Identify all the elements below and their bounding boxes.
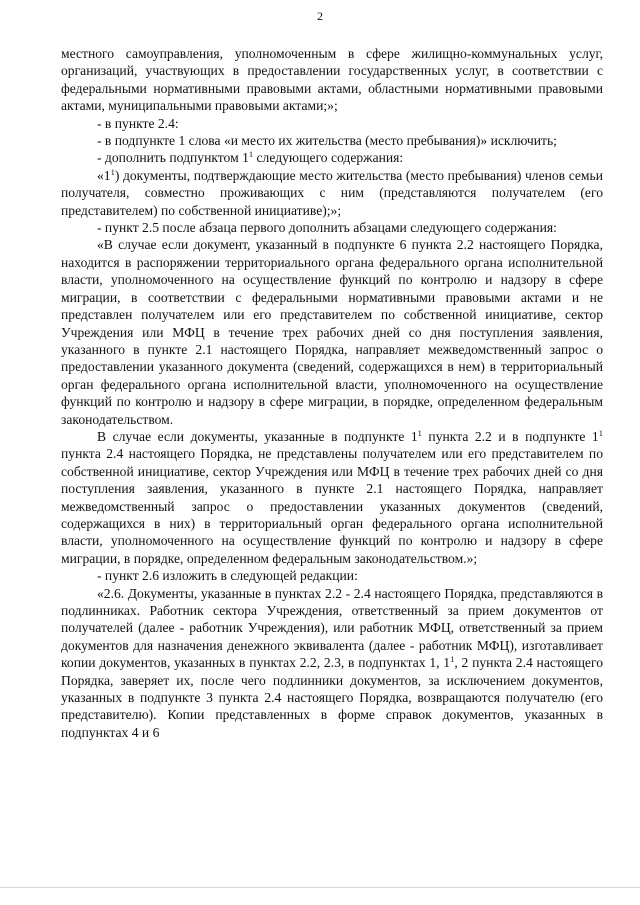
paragraph [61, 167, 603, 219]
paragraph-text: «1 [97, 167, 111, 183]
paragraph-text: - в подпункте 1 слова «и место их жительства (место пребывания)» исключить; [97, 133, 557, 149]
paragraph-text: , 2 пункта 2.4 настоящего Порядка, заверяет их, после чего подлинники документов, за исключением документов, указанных в подпункте 3 пункта 2.4 настоящего Порядка, возвращаются получателю (его представителю). Копии представленных в форме справок документов, указанных в подпунктах 4 и 6 [61, 655, 603, 740]
page-bottom-edge [0, 887, 640, 888]
paragraph-text: пункта 2.4 настоящего Порядка, не представлены получателем или его представителем по собственной инициативе, сектор Учреждения или МФЦ в течение трех рабочих дней со дня поступления заявления, указанного в пункте 2.1 настоящего Порядка, направляет межведомственный запрос о предоставлении указанных документов (сведений, содержащихся в них) в территориальный орган федерального органа исполнительной власти, уполномоченного на осуществление функций по контролю и надзору в сфере миграции, в порядке, определенном федеральным законодательством.»; [61, 446, 603, 566]
paragraph-text: «В случае если документ, указанный в подпункте 6 пункта 2.2 настоящего Порядка, находится в распоряжении территориального органа федерального органа исполнительной власти, уполномоченного на осуществление функций по контролю и надзору в сфере миграции, в соответствии с федеральными нормативными правовыми актами и не представлен получателем или его представителем по собственной инициативе, сектор Учреждения или МФЦ в течение трех рабочих дней со дня поступления заявления, указанного в пункте 2.1 настоящего Порядка, направляет межведомственный запрос о предоставлении указанного документа (сведений, содержащихся в нем) в территориальный орган федерального органа исполнительной власти, уполномоченного на осуществление функций по контролю и надзору в сфере миграции, в порядке, определенном федеральным законодательством. [61, 237, 603, 427]
paragraph-text: «2.6. Документы, указанные в пунктах 2.2 - 2.4 настоящего Порядка, представляются в подлинниках. Работник сектора Учреждения, ответственный за прием документов от получателей (далее - работник Учреждения), или работник МФЦ, ответственный за прием документов для назначения денежного эквивалента (далее - работник МФЦ), изготавливает копии документов, указанных в пунктах 2.2, 2.3, в подпунктах 1, 1 [61, 585, 603, 671]
paragraph-text: - пункт 2.5 после абзаца первого дополнить абзацами следующего содержания: [97, 220, 557, 236]
paragraph-text: следующего содержания: [253, 150, 404, 166]
superscript: 1 [417, 427, 422, 438]
paragraph [61, 585, 603, 742]
paragraph [61, 115, 603, 132]
paragraph-text: местного самоуправления, уполномоченным в сфере жилищно-коммунальных услуг, организаций, участвующих в предоставлении государственных услуг, в соответствии с федеральными нормативными правовыми актами, областными нормативными правовыми актами, муниципальными правовыми актами;»; [61, 46, 603, 114]
paragraph-text: - пункт 2.6 изложить в следующей редакции: [97, 568, 358, 584]
superscript: 1 [248, 149, 254, 160]
paragraph [61, 45, 603, 115]
paragraph-text: - в пункте 2.4: [97, 115, 179, 131]
paragraph [61, 567, 603, 584]
superscript: 1 [450, 654, 455, 665]
paragraph [61, 132, 603, 149]
paragraph-text: пункта 2.2 и в подпункте 1 [421, 428, 599, 444]
paragraph [61, 428, 603, 567]
paragraph-text: В случае если документы, указанные в подпункте 1 [97, 428, 418, 444]
paragraph-text: ) документы, подтверждающие место жительства (место пребывания) членов семьи получателя, совместно проживающих с ним (представляются получателем (его представителем) по собственной инициативе);»; [61, 167, 603, 218]
document-body [61, 45, 603, 741]
page-number: 2 [317, 9, 323, 23]
paragraph [61, 149, 603, 166]
superscript: 1 [598, 427, 603, 438]
paragraph-text: - дополнить подпунктом 1 [97, 150, 249, 166]
superscript: 1 [110, 166, 115, 177]
paragraph [61, 219, 603, 236]
paragraph [61, 236, 603, 427]
